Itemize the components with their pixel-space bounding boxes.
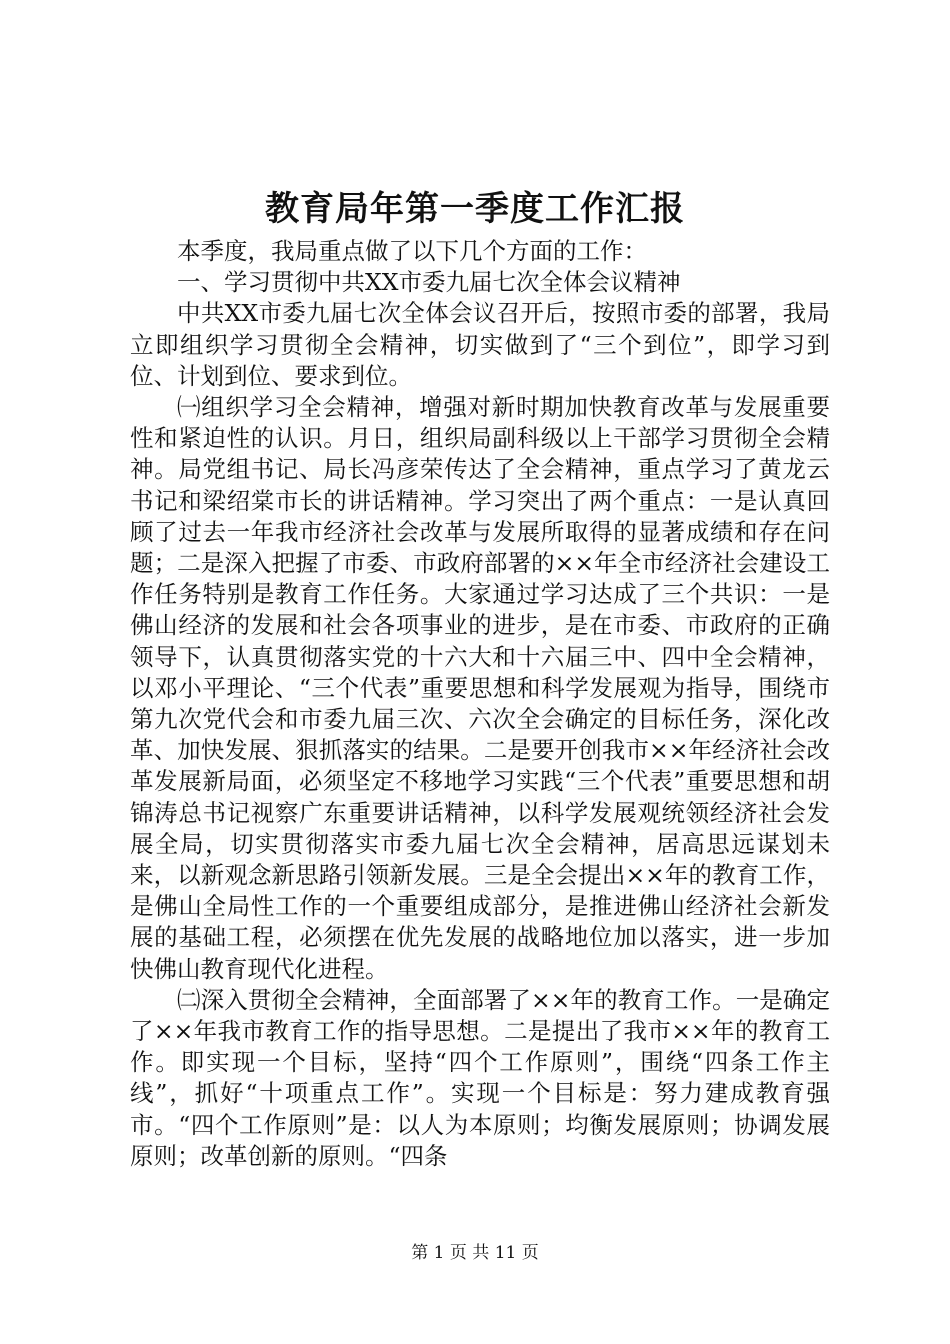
paragraph-1: 中共XX市委九届七次全体会议召开后，按照市委的部署，我局立即组织学习贯彻全会精神，切实做到了“三个到位”，即学习到位、计划到位、要求到位。 — [130, 299, 830, 390]
document-title: 教育局年第一季度工作汇报 — [265, 189, 685, 229]
paragraph-2: ㈠组织学习全会精神，增强对新时期加快教育改革与发展重要性和紧迫性的认识。月日，组织局副科级以上干部学习贯彻全会精神。局党组书记、局长冯彦荣传达了全会精神，重点学习了黄龙云书记和梁绍棠市长的讲话精神。学习突出了两个重点：一是认真回顾了过去一年我市经济社会改革与发展所取得的显著成绩和存在问题；二是深入把握了市委、市政府部署的××年全市经济社会建设工作任务特别是教育工作任务。大家通过学习达成了三个共识：一是佛山经济的发展和社会各项事业的进步，是在市委、市政府的正确领导下，认真贯彻落实党的十六大和十六届三中、四中全会精神，以邓小平理论、“三个代表”重要思想和科学发展观为指导，围绕市第九次党代会和市委九届三次、六次全会确定的目标任务，深化改革、加快发展、狠抓落实的结果。二是要开创我市××年经济社会改革发展新局面，必须坚定不移地学习实践“三个代表”重要思想和胡锦涛总书记视察广东重要讲话精神，以科学发展观统领经济社会发展全局，切实贯彻落实市委九届七次全会精神，居高思远谋划未来，以新观念新思路引领新发展。三是全会提出××年的教育工作，是佛山全局性工作的一个重要组成部分，是推进佛山经济社会新发展的基础工程，必须摆在优先发展的战略地位加以落实，进一步加快佛山教育现代化进程。 — [130, 393, 830, 983]
paragraph-3: ㈡深入贯彻全会精神，全面部署了××年的教育工作。一是确定了××年我市教育工作的指导思想。二是提出了我市××年的教育工作。即实现一个目标，坚持“四个工作原则”，围绕“四条工作主线”，抓好“十项重点工作”。实现一个目标是：努力建成教育强市。“四个工作原则”是：以人为本原则；均衡发展原则；协调发展原则；改革创新的原则。“四条 — [130, 985, 830, 1170]
paragraph-intro: 本季度，我局重点做了以下几个方面的工作： — [177, 237, 647, 265]
page-number-footer: 第 1 页 共 11 页 — [411, 1243, 539, 1263]
section-heading-1: 一、学习贯彻中共XX市委九届七次全体会议精神 — [177, 268, 681, 297]
document-body — [130, 236, 830, 1172]
